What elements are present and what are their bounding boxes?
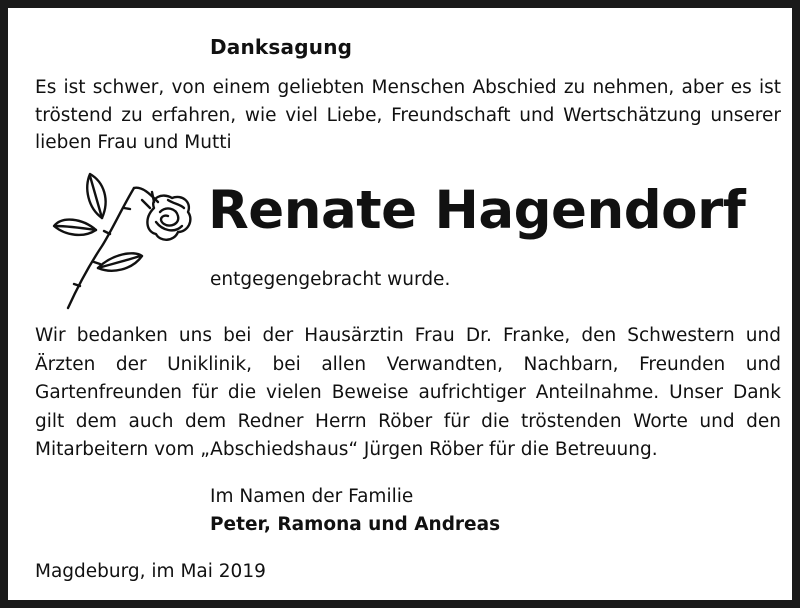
place-date: Magdeburg, im Mai 2019	[35, 561, 266, 582]
deceased-name: Renate Hagendorf	[208, 180, 746, 241]
intro-paragraph: Es ist schwer, von einem geliebten Menschen Abschied zu nehmen, aber es ist tröstend zu erfahren, wie viel Liebe, Freundschaft und Wertschätzung unserer lieben Frau und Mutti	[35, 77, 781, 153]
signers: Peter, Ramona und Andreas	[210, 514, 501, 535]
intro-tail: entgegengebracht wurde.	[210, 269, 451, 290]
rose-icon	[50, 168, 195, 318]
thanks-paragraph: Wir bedanken uns bei der Hausärztin Frau Dr. Franke, den Schwestern und Ärzten der Uniklinik, bei allen Verwandten, Nachbarn, Freunden und Gartenfreunden für die vielen Beweise aufrichtiger Anteilnahme. Unser Dank gilt dem auch dem Redner Herrn Röber für die tröstenden Worte und den Mitarbeitern vom „Abschiedshaus“ Jürgen Röber für die Betreuung.	[35, 325, 781, 460]
signoff-intro: Im Namen der Familie	[210, 486, 414, 507]
notice-heading: Danksagung	[210, 35, 353, 59]
